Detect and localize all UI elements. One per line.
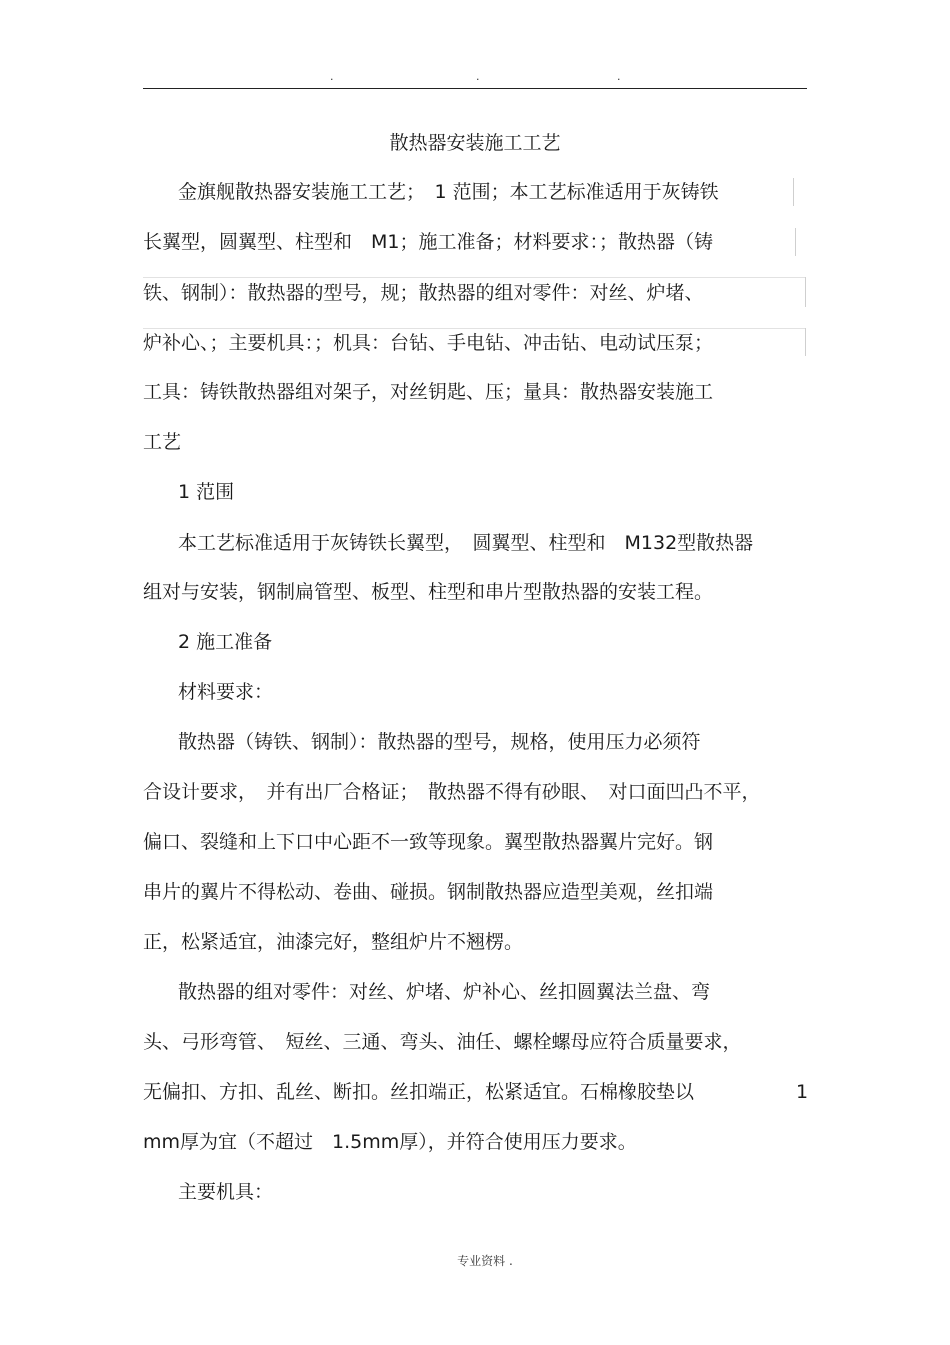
subheading: 主要机具： xyxy=(178,1181,274,1203)
body-line: 偏口、裂缝和上下口中心距不一致等现象。翼型散热器翼片完好。钢 xyxy=(143,831,714,853)
body-line: 正，松紧适宜，油漆完好，整组炉片不翘楞。 xyxy=(143,931,524,953)
summary-box-edge xyxy=(805,277,806,307)
body-line: 串片的翼片不得松动、卷曲、碰损。钢制散热器应造型美观，丝扣端 xyxy=(143,881,714,903)
body-line: 散热器（铸铁、钢制）：散热器的型号，规格，使用压力必须符 xyxy=(178,731,701,753)
body-line-end: 1 xyxy=(796,1081,809,1103)
body-line: 头、弓形弯管、 短丝、三通、弯头、油任、螺栓螺母应符合质量要求， xyxy=(143,1031,742,1053)
page-title: 散热器安装施工工艺 xyxy=(389,132,561,154)
summary-line: 金旗舰散热器安装施工工艺； 1 范围；本工艺标准适用于灰铸铁 xyxy=(178,181,719,203)
header-dot: . xyxy=(330,70,334,83)
summary-line: 工艺 xyxy=(143,431,182,453)
summary-line: 炉补心、；主要机具：；机具：台钻、手电钻、冲击钻、电动试压泵； xyxy=(143,332,714,354)
body-line: mm厚为宜（不超过 1.5mm厚），并符合使用压力要求。 xyxy=(143,1131,637,1153)
summary-box-edge xyxy=(793,178,794,206)
subheading: 材料要求： xyxy=(178,681,274,703)
header-dot: . xyxy=(476,70,480,83)
header-dots xyxy=(0,70,950,84)
summary-box-edge xyxy=(795,228,796,256)
summary-line: 长翼型，圆翼型、柱型和 M1；施工准备；材料要求：；散热器（铸 xyxy=(143,231,713,253)
section-heading: 2 施工准备 xyxy=(178,631,273,653)
body-line: 合设计要求， 并有出厂合格证； 散热器不得有砂眼、 对口面凹凸不平， xyxy=(143,781,761,803)
summary-box-rule xyxy=(143,328,806,329)
body-line: 散热器的组对零件：对丝、炉堵、炉补心、丝扣圆翼法兰盘、弯 xyxy=(178,981,711,1003)
section-heading: 1 范围 xyxy=(178,481,235,503)
summary-box-edge xyxy=(805,328,806,356)
header-dot: . xyxy=(617,70,621,83)
page-footer: 专业资料 . xyxy=(457,1254,513,1268)
body-line: 组对与安装，钢制扁管型、板型、柱型和串片型散热器的安装工程。 xyxy=(143,581,714,603)
body-line: 无偏扣、方扣、乱丝、断扣。丝扣端正，松紧适宜。石棉橡胶垫以 xyxy=(143,1081,695,1103)
header-rule xyxy=(143,88,807,89)
summary-line: 铁、钢制）：散热器的型号，规；散热器的组对零件：对丝、炉堵、 xyxy=(143,282,704,304)
summary-box-rule xyxy=(143,277,806,278)
summary-line: 工具：铸铁散热器组对架子，对丝钥匙、压；量具：散热器安装施工 xyxy=(143,381,714,403)
body-line: 本工艺标准适用于灰铸铁长翼型， 圆翼型、柱型和 M132型散热器 xyxy=(178,532,754,554)
